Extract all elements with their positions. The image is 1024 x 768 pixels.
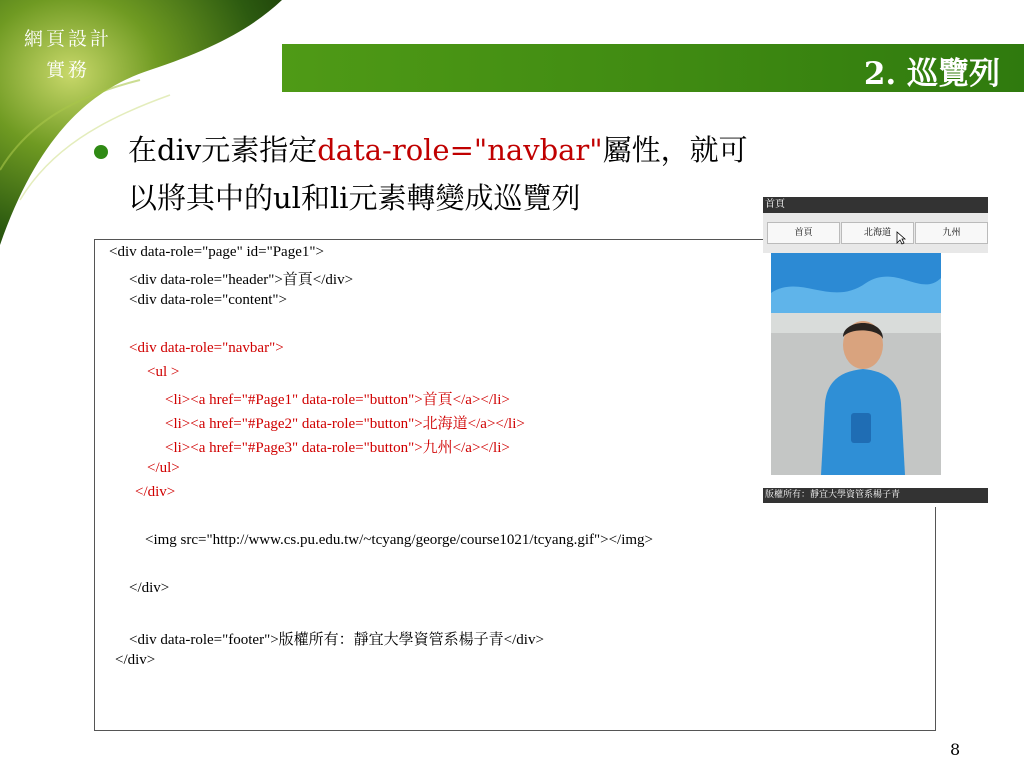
mouse-cursor-icon	[896, 231, 906, 245]
code-line: <div data-role="footer">版權所有：靜宜大學資管系楊子青</div>	[129, 632, 544, 648]
code-line: <div data-role="navbar">	[129, 340, 284, 356]
slide-title: 2. 巡覽列	[863, 56, 1000, 92]
nav-button-kyushu[interactable]: 九州	[915, 222, 988, 244]
code-line: <div data-role="content">	[129, 292, 287, 308]
bullet-text	[128, 126, 768, 222]
screenshot-header: 首頁	[763, 197, 988, 213]
bullet-text-part1: 在div元素指定	[128, 133, 318, 167]
course-title-line2: 實務	[45, 59, 90, 81]
nav-button-hokkaido[interactable]: 北海道	[841, 222, 914, 244]
code-line: <img src="http://www.cs.pu.edu.tw/~tcyang/george/course1021/tcyang.gif"></img>	[145, 532, 653, 548]
code-line: </div>	[115, 652, 156, 668]
code-line: </div>	[135, 484, 176, 500]
nav-button-home[interactable]: 首頁	[767, 222, 840, 244]
code-line: </div>	[129, 580, 170, 596]
screenshot-navbar	[763, 213, 988, 253]
bullet-text-part2: 屬性，就可以將其中的ul和li元素轉變成巡覽列	[128, 133, 748, 215]
code-line: <div data-role="page" id="Page1">	[109, 244, 324, 260]
screenshot-footer: 版權所有：靜宜大學資管系楊子青	[763, 488, 988, 503]
code-line: <div data-role="header">首頁</div>	[129, 272, 354, 288]
mobile-page-screenshot	[763, 197, 988, 507]
code-line: </ul>	[147, 460, 180, 476]
bullet-text-highlight: data-role="navbar"	[317, 133, 603, 167]
profile-photo	[771, 253, 941, 475]
title-bar	[282, 44, 1024, 92]
course-title-line1: 網頁設計	[23, 28, 112, 50]
code-line: <li><a href="#Page1" data-role="button">首頁</a></li>	[165, 392, 510, 408]
bullet-dot-icon	[94, 145, 108, 159]
profile-photo-image	[771, 253, 941, 475]
course-title	[6, 24, 130, 86]
page-number: 8	[950, 740, 961, 759]
code-line: <li><a href="#Page3" data-role="button">九州</a></li>	[165, 440, 510, 456]
code-line: <ul >	[147, 364, 180, 380]
code-line: <li><a href="#Page2" data-role="button">北海道</a></li>	[165, 416, 525, 432]
